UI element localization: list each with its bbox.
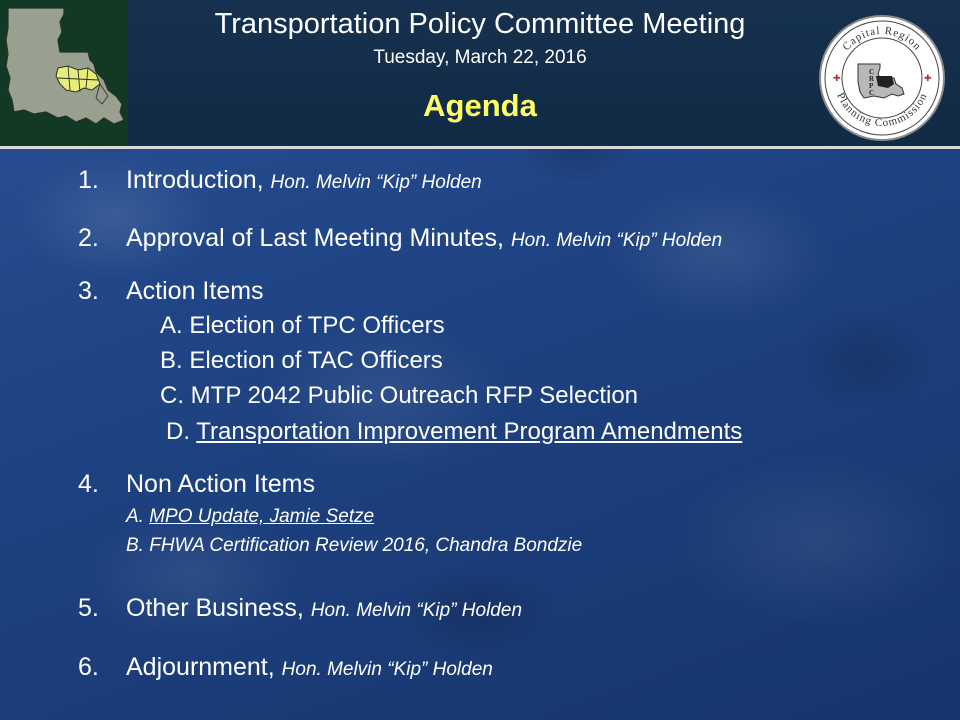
subitem-text: MTP 2042 Public Outreach RFP Selection xyxy=(190,382,639,409)
action-item-d xyxy=(166,418,742,446)
action-item-c xyxy=(160,382,638,410)
item-number: 6. xyxy=(78,653,99,681)
svg-text:✚: ✚ xyxy=(833,73,841,83)
item-presenter: Hon. Melvin “Kip” Holden xyxy=(510,230,723,251)
subitem-letter: B. xyxy=(126,535,144,556)
svg-text:R: R xyxy=(869,75,875,83)
meeting-date: Tuesday, March 22, 2016 xyxy=(373,47,587,68)
item-presenter: Hon. Melvin “Kip” Holden xyxy=(270,172,482,193)
header-divider xyxy=(0,146,960,149)
item-label: Other Business, xyxy=(126,594,304,622)
item-number: 2. xyxy=(78,224,99,252)
svg-text:P: P xyxy=(869,82,874,90)
item-number: 1. xyxy=(78,166,99,194)
tip-amendments-link[interactable]: Transportation Improvement Program Amendments xyxy=(196,418,743,445)
crpc-seal-logo xyxy=(818,14,946,142)
subitem-letter: C. xyxy=(160,382,184,409)
subitem-letter: B. xyxy=(160,347,183,374)
action-item-b xyxy=(160,347,443,375)
mpo-update-link[interactable]: MPO Update, Jamie Setze xyxy=(149,506,375,527)
item-presenter: Hon. Melvin “Kip” Holden xyxy=(281,659,493,680)
svg-text:✚: ✚ xyxy=(924,73,932,83)
item-label: Introduction, xyxy=(126,166,264,194)
non-action-item-b xyxy=(126,535,582,557)
item-number: 5. xyxy=(78,594,99,622)
svg-text:Capital Region: Capital Region xyxy=(840,24,924,54)
svg-text:C: C xyxy=(869,89,875,97)
subitem-text: Election of TAC Officers xyxy=(189,347,443,374)
louisiana-map-image xyxy=(0,0,128,146)
subitem-letter: A. xyxy=(160,312,183,339)
meeting-title: Transportation Policy Committee Meeting xyxy=(214,8,746,40)
svg-text:Planning Commission: Planning Commission xyxy=(834,90,930,130)
item-label: Adjournment, xyxy=(126,653,275,681)
item-number: 4. xyxy=(78,470,99,498)
item-presenter: Hon. Melvin “Kip” Holden xyxy=(310,600,523,621)
subitem-letter: D. xyxy=(166,418,190,445)
item-label: Non Action Items xyxy=(126,470,315,498)
action-item-a xyxy=(160,312,445,340)
item-number: 3. xyxy=(78,277,99,305)
item-label: Action Items xyxy=(126,277,264,305)
subitem-letter: A. xyxy=(126,506,144,527)
non-action-item-a xyxy=(126,506,374,528)
item-label: Approval of Last Meeting Minutes, xyxy=(126,224,504,252)
agenda-heading: Agenda xyxy=(423,88,537,123)
svg-text:C: C xyxy=(869,68,875,76)
subitem-text: FHWA Certification Review 2016, Chandra Bondzie xyxy=(149,535,583,556)
subitem-text: Election of TPC Officers xyxy=(189,312,445,339)
